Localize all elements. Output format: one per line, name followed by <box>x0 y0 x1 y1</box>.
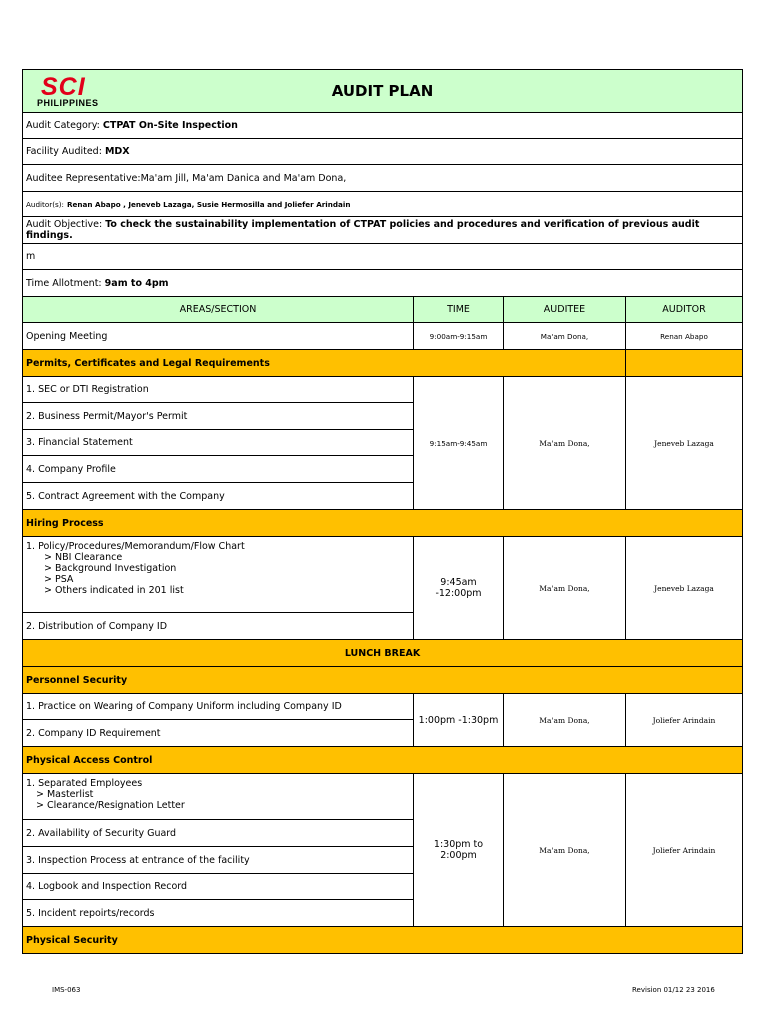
table-row: 2. Availability of Security Guard <box>23 820 743 847</box>
table-row: 2. Distribution of Company ID <box>23 613 743 640</box>
table-row: 5. Incident repoirts/records <box>23 900 743 927</box>
representative-value: Ma'am Jill, Ma'am Danica and Ma'am Dona, <box>140 172 347 184</box>
lunch-break-row: LUNCH BREAK <box>23 640 743 667</box>
col-auditee: AUDITEE <box>504 297 626 323</box>
representative-row: Auditee Representative:Ma'am Jill, Ma'am Danica and Ma'am Dona, <box>23 165 743 192</box>
sci-philippines-logo: SCI PHILIPPINES <box>37 73 99 108</box>
time-allotment-value: 9am to 4pm <box>104 277 169 289</box>
table-row: 1. Policy/Procedures/Memorandum/Flow Chart > NBI Clearance > Background Investigation > PSA > Others indicated in 201 list 9:45am -12:00pm Ma'am Dona, Jeneveb Lazaga <box>23 537 743 613</box>
col-auditor: AUDITOR <box>626 297 743 323</box>
facility-row: Facility Audited: MDX <box>23 139 743 165</box>
objective-value: To check the sustainability implementation of CTPAT policies and procedures and verification of previous audit findings. <box>26 219 700 241</box>
table-row: 2. Company ID Requirement <box>23 720 743 747</box>
audit-category-value: CTPAT On-Site Inspection <box>102 120 238 131</box>
page-title: AUDIT PLAN <box>331 82 434 100</box>
table-row: 3. Inspection Process at entrance of the facility <box>23 847 743 874</box>
revision-label: Revision 01/12 23 2016 <box>632 986 715 994</box>
table-row: 1. Separated Employees > Masterlist > Clearance/Resignation Letter 1:30pm to 2:00pm Ma'am Dona, Joliefer Arindain <box>23 774 743 820</box>
table-row: 2. Business Permit/Mayor's Permit <box>23 403 743 430</box>
title-row <box>23 70 743 113</box>
form-code: IMS-063 <box>52 986 81 994</box>
opening-meeting-row: Opening Meeting 9:00am-9:15am Ma'am Dona, Renan Abapo <box>23 323 743 350</box>
section-heading-permits: Permits, Certificates and Legal Requirements <box>23 350 743 377</box>
table-row: 1. Practice on Wearing of Company Uniform including Company ID 1:00pm -1:30pm Ma'am Dona, Joliefer Arindain <box>23 694 743 720</box>
column-header-row <box>23 297 743 323</box>
auditors-row: Auditor(s): Renan Abapo , Jeneveb Lazaga, Susie Hermosilla and Joliefer Arindain <box>23 192 743 217</box>
col-area: AREAS/SECTION <box>23 297 414 323</box>
time-allotment-row: Time Allotment: 9am to 4pm <box>23 270 743 297</box>
section-heading-hiring: Hiring Process <box>23 510 743 537</box>
auditors-value: Renan Abapo , Jeneveb Lazaga, Susie Hermosilla and Joliefer Arindain <box>67 199 351 209</box>
table-row: 5. Contract Agreement with the Company <box>23 483 743 510</box>
facility-value: MDX <box>104 146 130 157</box>
table-row: 1. SEC or DTI Registration 9:15am-9:45am Ma'am Dona, Jeneveb Lazaga <box>23 377 743 403</box>
table-row: 3. Financial Statement <box>23 430 743 456</box>
misc-row: m <box>23 244 743 270</box>
audit-category-row: Audit Category: CTPAT On-Site Inspection <box>23 113 743 139</box>
audit-plan-table <box>22 69 743 954</box>
section-heading-physical-security: Physical Security <box>23 927 743 954</box>
col-time: TIME <box>414 297 504 323</box>
table-row: 4. Company Profile <box>23 456 743 483</box>
objective-row: Audit Objective: To check the sustainability implementation of CTPAT policies and procedures and verification of previous audit findings. <box>23 217 743 244</box>
section-heading-personnel: Personnel Security <box>23 667 743 694</box>
section-heading-physical-access: Physical Access Control <box>23 747 743 774</box>
table-row: 4. Logbook and Inspection Record <box>23 874 743 900</box>
